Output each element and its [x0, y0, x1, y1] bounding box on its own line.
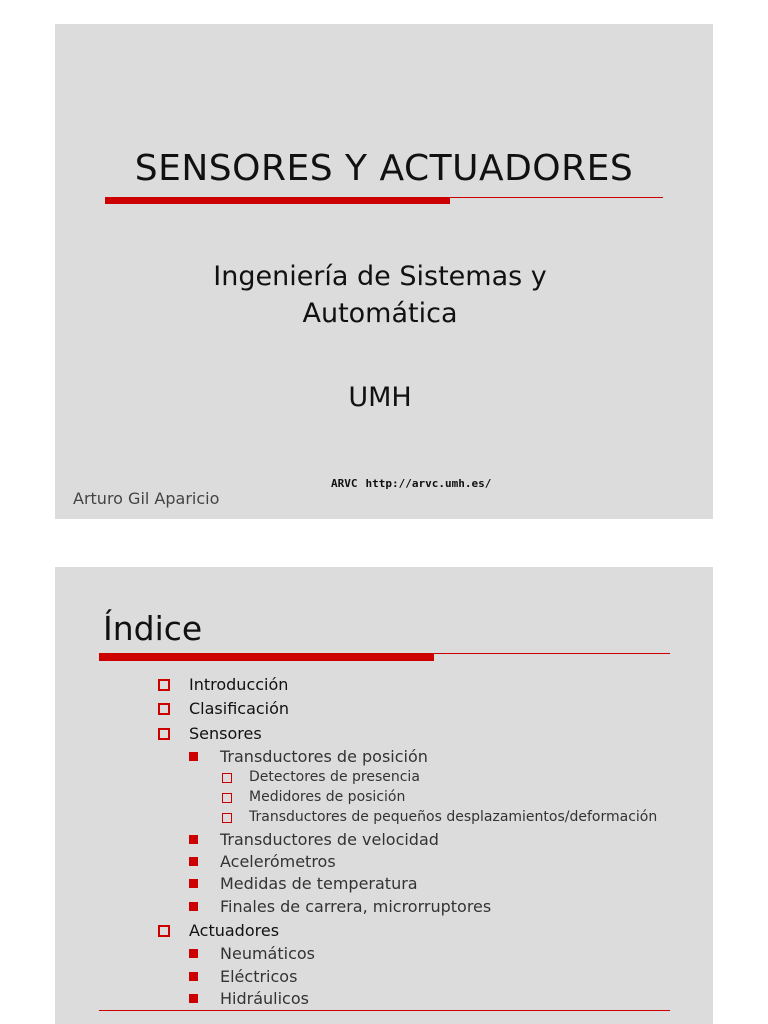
toc-subsubsection-item	[249, 769, 420, 785]
toc-subsection-item	[220, 874, 418, 893]
bottom-divider	[99, 1010, 670, 1011]
footer	[331, 477, 491, 490]
filled-square-bullet-icon	[189, 902, 198, 911]
toc-item-label: Acelerómetros	[220, 852, 336, 871]
filled-square-bullet-icon	[189, 857, 198, 866]
filled-square-bullet-icon	[189, 835, 198, 844]
toc-item-label: Transductores de pequeños desplazamientos/deformación	[249, 809, 658, 825]
toc-item-label: Transductores de posición	[220, 747, 428, 766]
filled-square-bullet-icon	[189, 972, 198, 981]
subtitle-line-2: Automática	[302, 298, 458, 329]
title-underline-thin	[434, 653, 670, 654]
toc-subsection-item	[220, 852, 336, 871]
index-slide	[55, 567, 713, 1024]
toc-subsection-item	[220, 967, 297, 986]
slide-subtitle	[135, 258, 625, 332]
footer-url[interactable]: http://arvc.umh.es/	[365, 477, 492, 490]
toc-subsection-item	[220, 897, 491, 916]
hollow-square-bullet-icon	[158, 679, 170, 691]
filled-square-bullet-icon	[189, 752, 198, 761]
author-name: Arturo Gil Aparicio	[73, 489, 220, 508]
toc-section-item	[189, 675, 288, 694]
toc-section-item	[189, 921, 279, 940]
toc-item-label: Sensores	[189, 724, 262, 743]
toc-subsubsection-item	[249, 789, 405, 805]
toc-subsection-item	[220, 747, 428, 766]
toc-subsection-item	[220, 989, 309, 1008]
toc-item-label: Hidráulicos	[220, 989, 309, 1008]
filled-square-bullet-icon	[189, 994, 198, 1003]
hollow-square-bullet-icon	[222, 813, 232, 823]
toc-item-label: Transductores de velocidad	[220, 830, 439, 849]
slide-title: SENSORES Y ACTUADORES	[134, 148, 634, 189]
toc-item-label: Eléctricos	[220, 967, 298, 986]
hollow-square-bullet-icon	[158, 728, 170, 740]
organization: UMH	[348, 382, 412, 413]
hollow-square-bullet-icon	[158, 703, 170, 715]
subtitle-line-1: Ingeniería de Sistemas y	[213, 261, 547, 292]
toc-section-item	[189, 699, 289, 718]
filled-square-bullet-icon	[189, 949, 198, 958]
title-underline-thick	[99, 653, 434, 661]
toc-item-label: Medidores de posición	[249, 789, 406, 805]
footer-group-name: ARVC	[331, 477, 358, 490]
hollow-square-bullet-icon	[222, 773, 232, 783]
toc-subsection-item	[220, 830, 439, 849]
toc-item-label: Actuadores	[189, 921, 280, 940]
toc-item-label: Clasificación	[189, 699, 290, 718]
toc-subsection-item	[220, 944, 315, 963]
toc-item-label: Finales de carrera, microrruptores	[220, 897, 492, 916]
title-underline-thick	[105, 197, 450, 204]
filled-square-bullet-icon	[189, 879, 198, 888]
toc-item-label: Introducción	[189, 675, 289, 694]
slide-title: Índice	[103, 609, 203, 648]
toc-section-item	[189, 724, 262, 743]
toc-subsubsection-item	[249, 809, 657, 825]
title-slide	[55, 24, 713, 519]
toc-item-label: Detectores de presencia	[249, 769, 420, 785]
toc-item-label: Medidas de temperatura	[220, 874, 418, 893]
title-underline-thin	[450, 197, 663, 198]
hollow-square-bullet-icon	[222, 793, 232, 803]
toc-item-label: Neumáticos	[220, 944, 315, 963]
hollow-square-bullet-icon	[158, 925, 170, 937]
